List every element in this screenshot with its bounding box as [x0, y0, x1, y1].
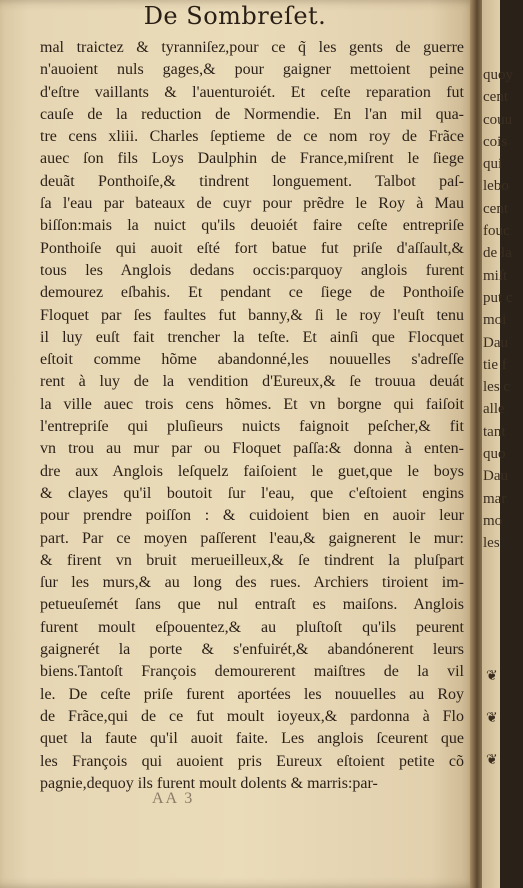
text-line: les François qui auoient pris Eureux eſtoient petite cõ: [40, 752, 464, 770]
right-page-line: qui: [483, 156, 503, 173]
right-page-line: de la: [483, 245, 512, 262]
right-page-line: mar: [483, 490, 507, 507]
text-line: pagnie,dequoy ils furent moult dolents & marris:par-: [40, 774, 378, 792]
right-page-line: couu: [483, 111, 513, 128]
text-line: biens.Tantoſt François demourerent maiſtres de la vil: [40, 663, 464, 681]
right-page-line: quoy: [483, 67, 513, 83]
right-page-line: cent: [483, 200, 508, 217]
text-line: dre aux Anglois leſquelz faiſoient le guet,que le boys: [40, 462, 464, 480]
ornament-icon: ❦: [486, 710, 498, 726]
running-head: De Sombreſet.: [143, 2, 327, 30]
text-line: vn trou au mur par ou Floquet paſſa:& donna à enten-: [40, 440, 464, 458]
right-page-line: Dau: [483, 468, 508, 485]
text-line: demourez eſbahis. Et pendant ce ſiege de Ponthoiſe: [40, 284, 464, 302]
right-page-line: lebo: [483, 178, 509, 195]
ornament-icon: ❦: [486, 752, 498, 768]
right-page-line: quo: [483, 446, 506, 463]
text-line: pour prendre poiſſon : & cuidoient bien en auoir leur: [40, 507, 464, 525]
right-page-line: les: [483, 535, 500, 552]
text-line: Ponthoiſe qui auoit eſté fort batue fut priſe d'aſſault,&: [40, 239, 464, 257]
right-page-line: moi: [483, 312, 507, 329]
text-line: de Frãce,qui de ce fut moult ioyeux,& pardonna à Flo: [40, 707, 464, 725]
right-page-line: fouc: [483, 223, 510, 240]
right-page-line: les c: [483, 379, 511, 396]
right-page-line: tie f: [483, 356, 507, 373]
text-line: ſur les murs,& au long des rues. Archiers tiroient im-: [40, 574, 464, 592]
right-page-line: Dau: [483, 334, 508, 351]
right-page-line: put c: [483, 289, 513, 306]
text-line: l'entrepriſe qui pluſieurs nuicts faignoit peſcher,& fit: [40, 418, 464, 436]
text-line: & clayes qu'il boutoit ſur l'eau, que c'eſtoient engins: [40, 484, 464, 502]
text-line: tous les Anglois dedans occis:parquoy anglois furent: [40, 261, 464, 279]
text-line: auec ſon fils Loys Daulphin de France,miſrent le ſiege: [40, 150, 464, 168]
text-line: d'eſtre vaillants & l'auenturoiét. Et ceſte reparation fut: [40, 83, 464, 101]
text-line: ſa l'eau par bateaux de cuyr pour prẽdre le Roy à Mau: [40, 195, 464, 213]
right-page-text: [483, 64, 523, 555]
right-page-line: mo: [483, 512, 503, 529]
right-page-line: alle: [483, 401, 505, 418]
text-line: furent moult eſpouentez,& au pluſtoſt qu'ils peurent: [40, 618, 464, 636]
right-page-line: tant: [483, 423, 506, 440]
text-line: il luy euſt fait trencher la teſte. Et ainſi que Flocquet: [40, 328, 464, 346]
text-line: quet la faute qu'il auoit faite. Les anglois ſceurent que: [40, 730, 464, 748]
right-page-line: cent: [483, 89, 508, 106]
text-line: n'auoient nuls gages,& pour gaigner mettoient peine: [40, 61, 464, 79]
text-line: gaignerét la porte & s'enfuirét,& abandónerent leurs: [40, 641, 464, 659]
text-line: le. De ceſte priſe furent aportées les nouuelles au Roy: [40, 685, 464, 703]
right-page-line: miſt: [483, 267, 508, 284]
ornament-icon: ❦: [486, 668, 498, 684]
text-line: part. Par ce moyen paſſerent l'eau,& gaignerent le mur:: [40, 529, 464, 547]
body-text: [40, 37, 464, 795]
text-line: petueuſemét ſans que nul entraſt es maiſons. Anglois: [40, 596, 464, 614]
text-line: biſſon:mais la nuict qu'ils deuoiét faire ceſte entrepriſe: [40, 217, 464, 235]
text-line: eſtoit comme hõme abandonné,les nouuelles s'adreſſe: [40, 351, 464, 369]
text-line: rent à luy de la vendition d'Eureux,& ſe trouua deuát: [40, 373, 464, 391]
text-line: cauſe de la reduction de Normendie. En l'an mil qua-: [40, 105, 464, 123]
text-line: deuãt Ponthoiſe,& tindrent longuement. Talbot paſ-: [40, 172, 464, 190]
text-line: la ville auec trois cens hõmes. Et vn borgne qui faiſoit: [40, 395, 464, 413]
text-line: tre cens xliii. Charles ſeptieme de ce nom roy de Frãce: [40, 128, 464, 146]
signature-mark: AA 3: [152, 790, 195, 807]
text-line: & firent vn bruit merueilleux,& ſe tindrent la pluſpart: [40, 551, 464, 569]
right-page-line: cois: [483, 133, 508, 150]
text-line: mal traictez & tyranniſez,pour ce q̃ les gents de guerre: [40, 39, 464, 56]
text-line: Floquet par ſes faultes fut banny,& ſi le roy l'euſt tenu: [40, 306, 464, 324]
